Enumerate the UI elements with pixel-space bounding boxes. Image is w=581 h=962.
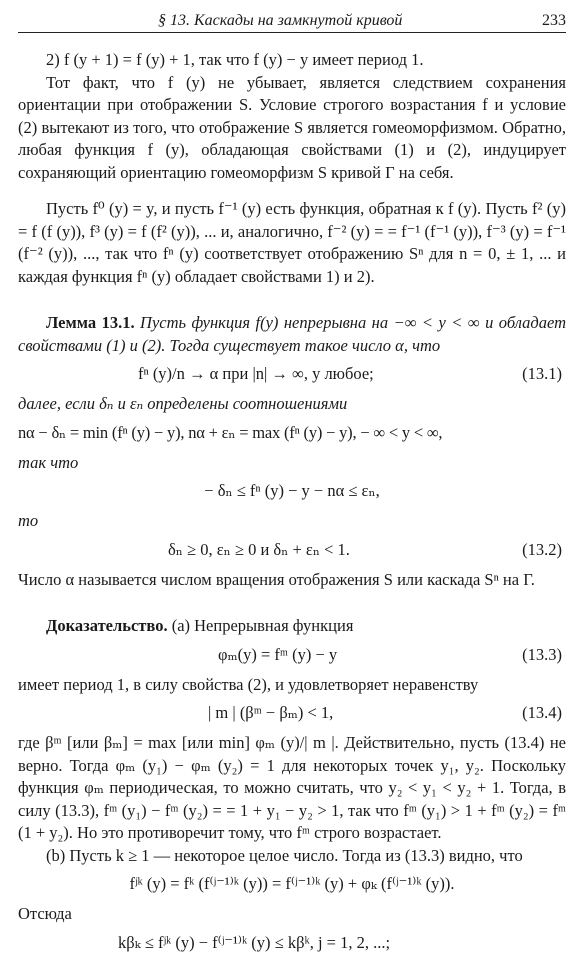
rotation-number-definition: Число α называется числом вращения отображения S или каскада Sⁿ на Γ. — [18, 569, 535, 589]
property-2: 2) f (y + 1) = f (y) + 1, так что f (y) − y имеет период 1. — [46, 50, 424, 69]
lemma-label: Лемма 13.1. — [46, 313, 135, 332]
equation-iterate — [18, 873, 566, 897]
equation-13-2-number: (13.2) — [522, 539, 562, 559]
part-b-paragraph: (b) Пусть k ≥ 1 — некоторое целое число. Тогда из (13.3) видно, что — [46, 845, 523, 865]
paragraph-iterates: Пусть f⁰ (y) = y, и пусть f⁻¹ (y) есть функция, обратная к f (y). Пусть f² (y) = f (f (y)), f³ (y) = f (f² (y)), ... и, аналогично, f⁻² (y) = = f⁻¹ (f⁻¹ (y)), f⁻³ (y) = f⁻¹ (f⁻² (y)), ..., так что fⁿ (y) соответствует отображению Sⁿ для n = 0, ± 1, ... и каждая функция fⁿ (y) обладает свойствами 1) и 2). — [18, 199, 566, 286]
hence-text: Отсюда — [18, 904, 72, 923]
equation-13-1-expr: fⁿ (y)/n → α при |n| → ∞, y любое; — [138, 364, 374, 383]
equation-13-1 — [18, 363, 566, 387]
section-title: § 13. Каскады на замкнутой кривой — [158, 12, 403, 29]
equation-bounds — [18, 932, 566, 956]
equation-iterate-expr: fʲᵏ (y) = fᵏ (f⁽ʲ⁻¹⁾ᵏ (y)) = f⁽ʲ⁻¹⁾ᵏ (y) + φₖ (f⁽ʲ⁻¹⁾ᵏ (y)). — [129, 874, 455, 893]
where-paragraph: где βᵐ [или βₘ] = max [или min] φₘ (y)/| m |. Действительно, пусть (13.4) не верно. Тогда φₘ (y₁) − φₘ (y₂) = 1 для некоторых точек y₁, y₂. Поскольку функция φₘ периодическая, то можно считать, что y₂ < y₁ < y₂ + 1. Тогда, в силу (13.3), fᵐ (y₁) − fᵐ (y₂) = = 1 + y₁ − y₂ > 1, так что fᵐ (y₁) > 1 + fᵐ (y₂) = fᵐ (1 + y₂). Но это противоречит тому, что fᵐ строго возрастает. — [18, 733, 566, 842]
equation-bounds-expr: kβₖ ≤ fʲᵏ (y) − f⁽ʲ⁻¹⁾ᵏ (y) ≤ kβᵏ, j = 1, 2, ...; — [118, 932, 391, 952]
equation-13-2 — [18, 539, 566, 563]
equation-13-3 — [18, 644, 566, 668]
condition-text: далее, если δₙ и εₙ определены соотношениями — [18, 394, 348, 413]
proof-label: Доказательство. — [46, 616, 168, 635]
proof-start — [18, 615, 566, 638]
equation-13-4-expr: | m | (βᵐ − βₘ) < 1, — [208, 703, 334, 722]
page-number: 233 — [542, 12, 566, 29]
page — [18, 8, 566, 962]
equation-inequality-expr: − δₙ ≤ fⁿ (y) − y − nα ≤ εₙ, — [204, 481, 380, 500]
equation-13-2-expr: δₙ ≥ 0, εₙ ≥ 0 и δₙ + εₙ < 1. — [168, 539, 350, 559]
equation-definitions-expr: nα − δₙ = min (fⁿ (y) − y), nα + εₙ = max (fⁿ (y) − y), − ∞ < y < ∞, — [18, 422, 443, 442]
paragraph-orientation: Тот факт, что f (y) не убывает, является следствием сохранения ориентации при отображении S. Условие строгого возрастания f и условие (2) вытекают из того, что отображение S является гомеоморфизмом. Обратно, любая функция f (y), обладающая свойствами (1) и (2), индуцирует сохраняющий ориентацию гомеоморфизм S кривой Γ на себя. — [18, 72, 566, 182]
equation-inequality — [18, 480, 566, 504]
equation-13-3-expr: φₘ(y) = fᵐ (y) − y — [218, 644, 338, 664]
lemma-text: Пусть функция f(y) непрерывна на −∞ < y < ∞ и обладает свойствами (1) и (2). Тогда существует такое число α, что — [18, 313, 566, 355]
then-text: то — [18, 511, 39, 530]
proof-start-text: (a) Непрерывная функция — [171, 616, 354, 635]
equation-13-3-number: (13.3) — [522, 644, 562, 664]
lemma-statement — [18, 312, 566, 357]
period-paragraph: имеет период 1, в силу свойства (2), и удовлетворяет неравенству — [18, 674, 479, 694]
equation-13-4-number: (13.4) — [522, 703, 562, 722]
so-that-text: так что — [18, 452, 79, 472]
equation-13-4 — [18, 702, 566, 726]
equation-definitions — [18, 422, 566, 446]
equation-13-1-number: (13.1) — [522, 364, 562, 383]
running-header — [18, 8, 566, 33]
